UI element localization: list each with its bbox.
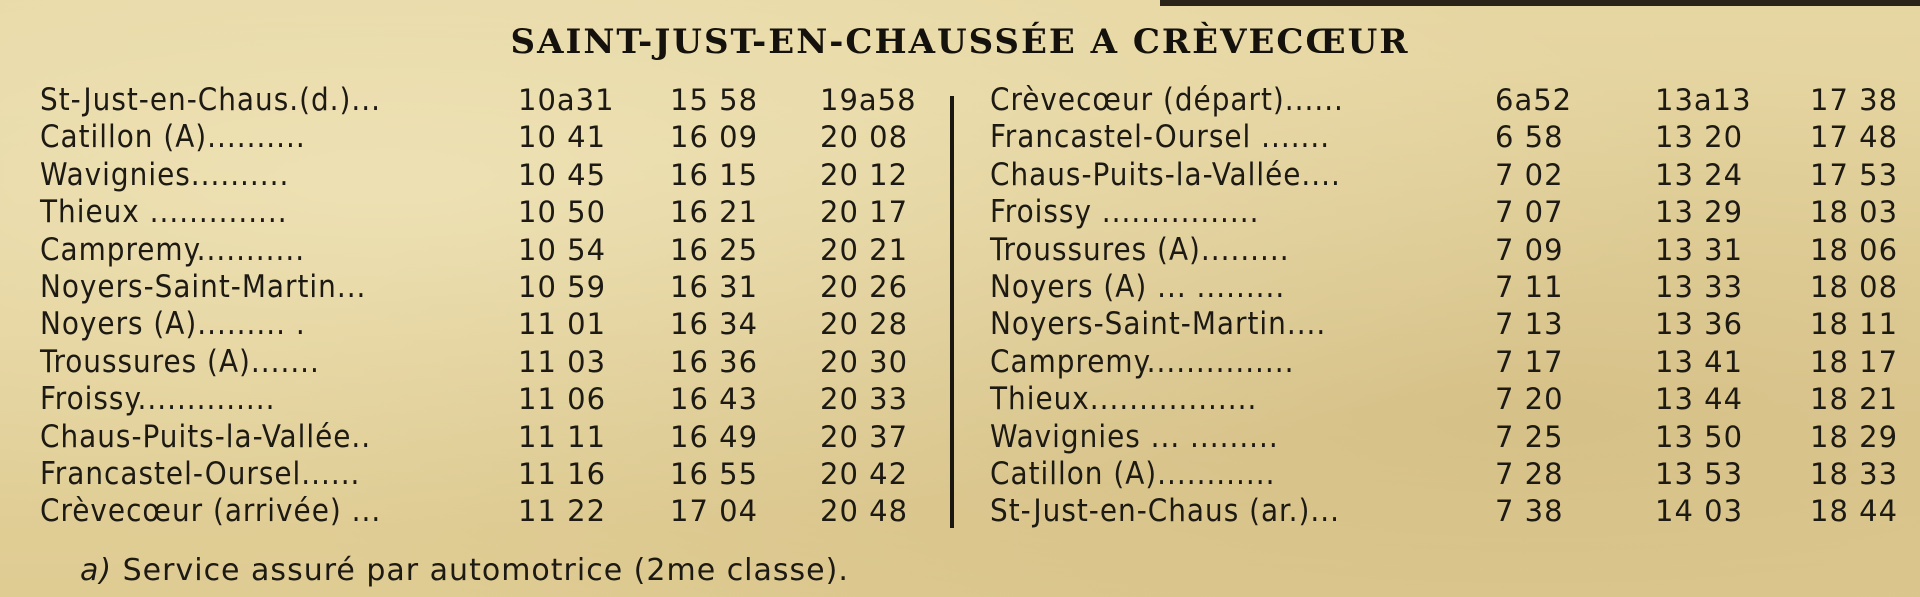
departure-time: 13 31 [1655,232,1744,267]
departure-time: 20 48 [820,494,909,529]
timetable-row [40,194,920,231]
station-name: Froissy.............. [40,381,276,418]
departure-time: 13 33 [1655,269,1744,304]
departure-time: 17 38 [1810,83,1899,117]
departure-time: 20 42 [820,456,909,491]
departure-time: 16 55 [670,456,759,491]
departure-time: 7 38 [1495,494,1564,529]
timetable-row [40,269,920,306]
departure-time: 17 48 [1810,120,1899,155]
station-name: Noyers (A) ... ......... [990,268,1286,305]
departure-time: 17 04 [670,494,759,529]
departure-time: 6a52 [1495,83,1573,117]
departure-time: 18 11 [1810,307,1899,342]
departure-time: 20 17 [820,195,909,230]
timetable-row [40,493,920,530]
timetable-row [990,157,1915,194]
departure-time: 20 12 [820,157,909,192]
departure-time: 18 06 [1810,232,1899,267]
timetable-row [990,232,1915,269]
station-name: Wavignies.......... [40,156,290,193]
timetable-row [990,344,1915,381]
timetable-row [40,306,920,343]
station-name: Noyers-Saint-Martin... [40,268,367,305]
station-name: Froissy ................ [990,194,1260,231]
departure-time: 10 45 [518,157,607,192]
departure-time: 13 36 [1655,307,1744,342]
departure-time: 16 09 [670,120,759,155]
departure-time: 10 59 [518,269,607,304]
departure-time: 18 29 [1810,419,1899,454]
departure-time: 16 21 [670,195,759,230]
departure-time: 7 20 [1495,382,1564,417]
timetable-row [990,456,1915,493]
timetable-row [40,232,920,269]
departure-time: 18 21 [1810,382,1899,417]
timetable-row [990,82,1915,119]
station-name: Crèvecœur (arrivée) ... [40,493,382,530]
departure-time: 11 11 [518,419,607,454]
departure-time: 11 01 [518,307,607,342]
station-name: Francastel-Oursel ....... [990,119,1331,156]
station-name: Noyers (A)......... . [40,306,306,343]
departure-time: 16 36 [670,344,759,379]
departure-time: 20 28 [820,307,909,342]
timetable-outbound [40,82,920,531]
departure-time: 11 03 [518,344,607,379]
departure-time: 6 58 [1495,120,1564,155]
departure-time: 7 25 [1495,419,1564,454]
departure-time: 19a58 [820,83,917,117]
station-name: Campremy........... [40,231,306,268]
station-name: Catillon (A).......... [40,119,306,156]
timetable-row [40,381,920,418]
departure-time: 7 11 [1495,269,1564,304]
station-name: St-Just-en-Chaus (ar.)... [990,493,1340,530]
page-title: SAINT-JUST-EN-CHAUSSÉE A CRÈVECŒUR [510,22,1410,62]
departure-time: 18 17 [1810,344,1899,379]
timetable-return [990,82,1915,531]
departure-time: 20 33 [820,382,909,417]
departure-time: 13 24 [1655,157,1744,192]
departure-time: 13 41 [1655,344,1744,379]
departure-time: 10 41 [518,120,607,155]
departure-time: 16 31 [670,269,759,304]
departure-time: 17 53 [1810,157,1899,192]
departure-time: 11 16 [518,456,607,491]
station-name: Crèvecœur (départ)...... [990,82,1344,118]
departure-time: 15 58 [670,83,759,117]
footnote-marker: a) [80,553,113,588]
station-name: Troussures (A)......... [990,231,1290,268]
departure-time: 16 49 [670,419,759,454]
departure-time: 7 17 [1495,344,1564,379]
departure-time: 16 43 [670,382,759,417]
timetable-row [40,157,920,194]
station-name: Chaus-Puits-la-Vallée.. [40,418,372,455]
station-name: Campremy............... [990,343,1295,380]
departure-time: 18 44 [1810,494,1899,529]
departure-time: 11 22 [518,494,607,529]
departure-time: 20 21 [820,232,909,267]
departure-time: 20 30 [820,344,909,379]
departure-time: 7 28 [1495,456,1564,491]
departure-time: 13 50 [1655,419,1744,454]
departure-time: 10 50 [518,195,607,230]
station-name: Chaus-Puits-la-Vallée.... [990,156,1341,193]
departure-time: 7 09 [1495,232,1564,267]
footnote [80,553,849,588]
departure-time: 18 03 [1810,195,1899,230]
station-name: Troussures (A)....... [40,343,320,380]
station-name: Thieux................. [990,381,1258,418]
departure-time: 13 29 [1655,195,1744,230]
departure-time: 13 53 [1655,456,1744,491]
departure-time: 16 25 [670,232,759,267]
timetable-row [40,456,920,493]
station-name: Catillon (A)............ [990,455,1276,492]
timetable-row [990,381,1915,418]
departure-time: 10a31 [518,83,615,117]
departure-time: 20 37 [820,419,909,454]
timetable-row [990,119,1915,156]
column-divider [950,96,954,528]
departure-time: 10 54 [518,232,607,267]
station-name: Thieux .............. [40,194,288,231]
departure-time: 13 44 [1655,382,1744,417]
timetable-row [990,194,1915,231]
timetable-row [990,493,1915,530]
departure-time: 16 34 [670,307,759,342]
departure-time: 11 06 [518,382,607,417]
timetable-row [40,82,920,119]
station-name: St-Just-en-Chaus.(d.)... [40,82,381,118]
departure-time: 7 02 [1495,157,1564,192]
departure-time: 13a13 [1655,83,1752,117]
timetable-row [990,419,1915,456]
departure-time: 13 20 [1655,120,1744,155]
departure-time: 20 08 [820,120,909,155]
timetable-row [40,344,920,381]
station-name: Noyers-Saint-Martin.... [990,306,1327,343]
departure-time: 7 07 [1495,195,1564,230]
timetable-row [990,269,1915,306]
timetable-row [40,419,920,456]
departure-time: 16 15 [670,157,759,192]
departure-time: 20 26 [820,269,909,304]
departure-time: 18 08 [1810,269,1899,304]
departure-time: 14 03 [1655,494,1744,529]
timetable-row [40,119,920,156]
departure-time: 7 13 [1495,307,1564,342]
footnote-text: Service assuré par automotrice (2me classe). [122,553,849,588]
top-rule [1160,0,1920,6]
station-name: Wavignies ... ......... [990,418,1279,455]
station-name: Francastel-Oursel...... [40,455,361,492]
timetable-row [990,306,1915,343]
departure-time: 18 33 [1810,456,1899,491]
